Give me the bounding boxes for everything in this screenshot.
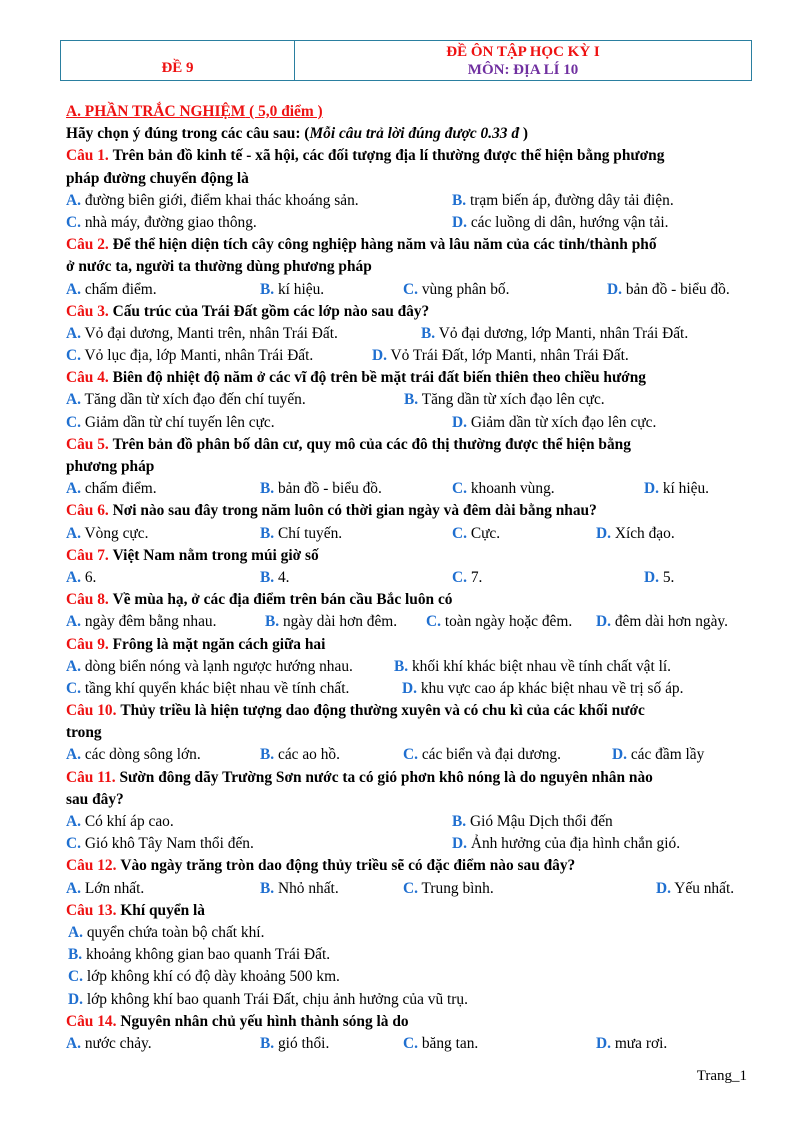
- question-stem: [66, 589, 748, 611]
- question-number: Câu 8.: [66, 591, 109, 609]
- option-letter: D.: [656, 879, 671, 897]
- option-letter: C.: [403, 746, 418, 764]
- option-text: các dòng sông lớn.: [84, 746, 201, 764]
- option-letter: D.: [612, 746, 627, 764]
- option-letter: C.: [452, 524, 467, 542]
- exam-title: ĐỀ ÔN TẬP HỌC KỲ I: [446, 44, 600, 60]
- option-text: chấm điểm.: [84, 480, 157, 498]
- option-letter: B.: [260, 1034, 275, 1052]
- option-text: vùng phân bố.: [421, 280, 510, 298]
- answer-option[interactable]: [403, 744, 561, 766]
- question-text: Frông là mặt ngăn cách giữa hai: [112, 635, 326, 653]
- exam-subject: MÔN: ĐỊA LÍ 10: [467, 62, 579, 78]
- option-text: trạm biến áp, đường dây tải điện.: [469, 191, 674, 209]
- option-text: các ao hồ.: [277, 746, 340, 764]
- option-text: khu vực cao áp khác biệt nhau về trị số áp.: [420, 679, 684, 697]
- option-row: [66, 678, 748, 700]
- question-text: sau đây?: [66, 790, 124, 808]
- answer-option[interactable]: [260, 744, 340, 766]
- option-text: ngày đêm bằng nhau.: [84, 613, 217, 631]
- answer-option[interactable]: [66, 656, 353, 678]
- question-text: pháp đường chuyển động là: [66, 169, 249, 187]
- question-number: Câu 2.: [66, 236, 109, 254]
- option-text: Vòng cực.: [84, 524, 149, 542]
- option-letter: A.: [66, 524, 81, 542]
- question-stem: [66, 367, 748, 389]
- option-text: Gió khô Tây Nam thổi đến.: [84, 835, 254, 853]
- answer-option[interactable]: [66, 212, 257, 234]
- option-letter: C.: [66, 835, 81, 853]
- option-letter: B.: [394, 657, 409, 675]
- option-row: [66, 989, 748, 1011]
- option-text: Vỏ lục địa, lớp Manti, nhân Trái Đất.: [84, 347, 314, 365]
- option-letter: C.: [426, 613, 441, 631]
- option-row: [66, 1033, 748, 1055]
- option-text: 7.: [470, 568, 483, 586]
- answer-option[interactable]: [66, 323, 338, 345]
- option-text: Giảm dần từ xích đạo lên cực.: [470, 413, 657, 431]
- option-row: [66, 389, 748, 411]
- answer-option[interactable]: [66, 744, 201, 766]
- option-text: băng tan.: [421, 1034, 479, 1052]
- answer-option[interactable]: [426, 611, 572, 633]
- question-stem: [66, 145, 748, 167]
- question-stem: [66, 434, 748, 456]
- question-number: Câu 6.: [66, 502, 109, 520]
- question-number: Câu 12.: [66, 857, 117, 875]
- option-letter: B.: [260, 746, 275, 764]
- answer-option[interactable]: [68, 966, 340, 988]
- question-text: Nguyên nhân chủ yếu hình thành sóng là do: [120, 1012, 409, 1030]
- option-text: dòng biển nóng và lạnh ngược hướng nhau.: [84, 657, 353, 675]
- option-text: Chí tuyến.: [277, 524, 343, 542]
- answer-option[interactable]: [452, 811, 613, 833]
- option-text: khối khí khác biệt nhau về tính chất vật lí.: [411, 657, 671, 675]
- question-stem: [66, 256, 748, 278]
- option-letter: B.: [421, 324, 436, 342]
- question-text: trong: [66, 724, 102, 742]
- question-stem: [66, 722, 748, 744]
- section-heading: [66, 101, 748, 123]
- answer-option[interactable]: [265, 611, 397, 633]
- option-letter: D.: [402, 679, 417, 697]
- option-text: 6.: [84, 568, 97, 586]
- option-text: khoanh vùng.: [470, 480, 555, 498]
- option-text: 5.: [662, 568, 675, 586]
- question-stem: [66, 767, 748, 789]
- question-list: [66, 145, 748, 1055]
- option-letter: A.: [66, 1034, 81, 1052]
- answer-option[interactable]: [452, 833, 680, 855]
- question-text: Vào ngày trăng tròn dao động thủy triều sẽ có đặc điểm nào sau đây?: [120, 857, 576, 875]
- option-letter: B.: [452, 813, 467, 830]
- option-text: Trung bình.: [421, 879, 494, 897]
- answer-option[interactable]: [260, 279, 324, 301]
- answer-option[interactable]: [66, 279, 157, 301]
- option-letter: D.: [452, 213, 467, 231]
- exam-code-cell: [61, 41, 295, 80]
- question-stem: [66, 168, 748, 190]
- answer-option[interactable]: [452, 567, 482, 589]
- question-stem: [66, 900, 748, 922]
- option-letter: C.: [403, 1034, 418, 1052]
- answer-option[interactable]: [68, 922, 264, 944]
- option-text: toàn ngày hoặc đêm.: [444, 613, 573, 631]
- option-letter: C.: [66, 679, 81, 697]
- answer-option[interactable]: [402, 678, 683, 700]
- option-letter: A.: [66, 813, 81, 830]
- option-letter: A.: [66, 480, 81, 498]
- answer-option[interactable]: [66, 345, 313, 367]
- question-stem: [66, 634, 748, 656]
- answer-option[interactable]: [68, 989, 468, 1011]
- option-text: các biển và đại dương.: [421, 746, 561, 764]
- question-stem: [66, 545, 748, 567]
- option-letter: D.: [452, 413, 467, 431]
- answer-option[interactable]: [66, 611, 216, 633]
- question-text: Về mùa hạ, ở các địa điểm trên bán cầu Bắc luôn có: [112, 591, 453, 609]
- option-text: Tăng dần từ xích đạo đến chí tuyến.: [84, 391, 306, 409]
- question-text: Khí quyển là: [120, 901, 206, 919]
- option-text: các luồng di dân, hướng vận tải.: [470, 213, 669, 231]
- option-letter: B.: [260, 280, 275, 298]
- option-letter: A.: [66, 568, 81, 586]
- question-number: Câu 9.: [66, 635, 109, 653]
- option-row: [66, 966, 748, 988]
- answer-option[interactable]: [403, 1033, 478, 1055]
- answer-option[interactable]: [372, 345, 629, 367]
- option-letter: D.: [644, 480, 659, 498]
- exam-header: [60, 40, 752, 81]
- option-row: [66, 656, 748, 678]
- answer-option[interactable]: [66, 678, 349, 700]
- option-letter: C.: [452, 568, 467, 586]
- option-text: Vỏ đại dương, Manti trên, nhân Trái Đất.: [84, 324, 338, 342]
- option-letter: B.: [260, 480, 275, 498]
- answer-option[interactable]: [644, 478, 709, 500]
- option-letter: A.: [66, 324, 81, 342]
- option-text: Vỏ Trái Đất, lớp Manti, nhân Trái Đất.: [390, 347, 629, 365]
- option-letter: A.: [66, 879, 81, 897]
- answer-option[interactable]: [260, 878, 339, 900]
- option-row: [66, 833, 748, 855]
- answer-option[interactable]: [260, 567, 290, 589]
- question-text: Cấu trúc của Trái Đất gồm các lớp nào sau đây?: [112, 302, 430, 320]
- option-text: Gió Mậu Dịch thổi đến: [469, 813, 613, 830]
- option-row: [66, 523, 748, 545]
- option-text: lớp không khí có độ dày khoảng 500 km.: [86, 968, 340, 986]
- question-number: Câu 10.: [66, 702, 117, 720]
- option-text: Yếu nhất.: [674, 879, 735, 897]
- option-text: bản đồ - biểu đồ.: [625, 280, 730, 298]
- question-stem: [66, 789, 748, 811]
- question-number: Câu 4.: [66, 369, 109, 387]
- answer-option[interactable]: [66, 523, 148, 545]
- answer-option[interactable]: [66, 833, 254, 855]
- option-row: [66, 412, 748, 434]
- answer-option[interactable]: [66, 811, 174, 833]
- option-letter: B.: [260, 524, 275, 542]
- option-letter: B.: [260, 879, 275, 897]
- question-text: Biên độ nhiệt độ năm ở các vĩ độ trên bề mặt trái đất biến thiên theo chiều hướng: [112, 369, 646, 387]
- option-row: [66, 190, 748, 212]
- option-text: quyển chứa toàn bộ chất khí.: [86, 923, 265, 941]
- question-stem: [66, 855, 748, 877]
- option-row: [66, 922, 748, 944]
- option-letter: D.: [596, 524, 611, 542]
- option-letter: D.: [68, 990, 83, 1008]
- answer-option[interactable]: [260, 523, 342, 545]
- question-stem: [66, 1011, 748, 1033]
- question-text: Thủy triều là hiện tượng dao động thường xuyên và có chu kì của các khối nước: [120, 702, 645, 720]
- option-text: đêm dài hơn ngày.: [614, 613, 728, 631]
- answer-option[interactable]: [66, 878, 144, 900]
- option-text: Nhỏ nhất.: [277, 879, 339, 897]
- option-letter: A.: [66, 746, 81, 764]
- answer-option[interactable]: [404, 389, 605, 411]
- option-letter: C.: [66, 213, 81, 231]
- option-letter: D.: [596, 613, 611, 631]
- option-letter: B.: [452, 191, 467, 209]
- option-letter: A.: [66, 191, 81, 209]
- option-letter: D.: [607, 280, 622, 298]
- option-text: Vỏ đại dương, lớp Manti, nhân Trái Đất.: [438, 324, 689, 342]
- exam-content: [66, 101, 748, 1055]
- option-letter: A.: [66, 391, 81, 409]
- answer-option[interactable]: [644, 567, 674, 589]
- question-stem: [66, 234, 748, 256]
- option-row: [66, 744, 748, 766]
- question-text: Việt Nam nằm trong múi giờ số: [112, 546, 319, 564]
- option-text: ngày dài hơn đêm.: [282, 613, 398, 631]
- question-number: Câu 1.: [66, 147, 109, 165]
- option-letter: C.: [66, 413, 81, 431]
- option-text: Ảnh hưởng của địa hình chắn gió.: [470, 835, 681, 853]
- question-text: Trên bản đồ phân bố dân cư, quy mô của các đô thị thường được thể hiện bằng: [112, 435, 631, 453]
- option-text: Tăng dần từ xích đạo lên cực.: [421, 391, 605, 409]
- option-text: Giảm dần từ chí tuyến lên cực.: [84, 413, 275, 431]
- answer-option[interactable]: [403, 279, 509, 301]
- page-number: Trang_1: [696, 1068, 747, 1084]
- option-letter: A.: [66, 613, 81, 631]
- option-letter: C.: [403, 280, 418, 298]
- answer-option[interactable]: [656, 878, 734, 900]
- option-text: 4.: [277, 568, 290, 586]
- option-text: đường biên giới, điểm khai thác khoáng sản.: [84, 191, 359, 209]
- question-stem: [66, 301, 748, 323]
- option-text: nước chảy.: [84, 1034, 152, 1052]
- question-number: Câu 11.: [66, 768, 116, 786]
- answer-option[interactable]: [66, 389, 306, 411]
- option-row: [66, 567, 748, 589]
- answer-option[interactable]: [596, 1033, 667, 1055]
- answer-option[interactable]: [421, 323, 688, 345]
- question-text: Sườn đông dãy Trường Sơn nước ta có gió phơn khô nóng là do nguyên nhân nào: [119, 768, 653, 786]
- section-instruction: Hãy chọn ý đúng trong các câu sau: (Mỗi câu trả lời đúng được 0.33 đ ): [66, 125, 529, 143]
- answer-option[interactable]: [452, 412, 656, 434]
- option-row: [66, 478, 748, 500]
- option-text: chấm điểm.: [84, 280, 157, 298]
- option-text: các đầm lầy: [630, 746, 705, 764]
- option-letter: D.: [452, 835, 467, 853]
- option-letter: B.: [68, 946, 83, 964]
- question-number: Câu 13.: [66, 901, 117, 919]
- question-number: Câu 7.: [66, 546, 109, 564]
- answer-option[interactable]: [66, 567, 96, 589]
- option-text: gió thổi.: [277, 1034, 330, 1052]
- question-number: Câu 14.: [66, 1012, 117, 1030]
- question-stem: [66, 700, 748, 722]
- option-letter: C.: [452, 480, 467, 498]
- answer-option[interactable]: [394, 656, 671, 678]
- option-text: nhà máy, đường giao thông.: [84, 213, 257, 231]
- question-text: Trên bản đồ kinh tế - xã hội, các đối tượng địa lí thường được thể hiện bằng phương: [112, 147, 665, 165]
- option-text: kí hiệu.: [277, 280, 325, 298]
- option-row: [66, 212, 748, 234]
- answer-option[interactable]: [403, 878, 494, 900]
- question-number: Câu 5.: [66, 435, 109, 453]
- answer-option[interactable]: [596, 611, 728, 633]
- option-text: tầng khí quyển khác biệt nhau về tính chất.: [84, 679, 350, 697]
- option-row: [66, 611, 748, 633]
- answer-option[interactable]: [452, 478, 555, 500]
- option-letter: D.: [644, 568, 659, 586]
- option-letter: A.: [66, 280, 81, 298]
- exam-code: ĐỀ 9: [161, 60, 194, 76]
- option-letter: A.: [66, 657, 81, 675]
- answer-option[interactable]: [452, 523, 500, 545]
- option-text: Cực.: [470, 524, 501, 542]
- option-row: [66, 323, 748, 345]
- exam-title-cell: [295, 41, 751, 80]
- option-row: [66, 811, 748, 833]
- answer-option[interactable]: [68, 944, 330, 966]
- option-letter: C.: [403, 879, 418, 897]
- answer-option[interactable]: [260, 478, 382, 500]
- section-title: A. PHẦN TRẮC NGHIỆM ( 5,0 điểm ): [66, 103, 323, 120]
- question-stem: [66, 500, 748, 522]
- option-row: [66, 944, 748, 966]
- answer-option[interactable]: [452, 190, 674, 212]
- option-text: khoảng không gian bao quanh Trái Đất.: [85, 946, 331, 964]
- option-letter: D.: [596, 1034, 611, 1052]
- answer-option[interactable]: [66, 478, 157, 500]
- option-letter: C.: [68, 968, 83, 986]
- answer-option[interactable]: [452, 212, 669, 234]
- option-text: mưa rơi.: [614, 1034, 668, 1052]
- question-stem: [66, 456, 748, 478]
- answer-option[interactable]: [260, 1033, 329, 1055]
- option-text: lớp không khí bao quanh Trái Đất, chịu ảnh hưởng của vũ trụ.: [86, 990, 468, 1008]
- answer-option[interactable]: [607, 279, 730, 301]
- answer-option[interactable]: [66, 190, 359, 212]
- option-row: [66, 878, 748, 900]
- question-number: Câu 3.: [66, 302, 109, 320]
- option-letter: B.: [265, 613, 280, 631]
- option-letter: B.: [404, 391, 419, 409]
- option-letter: D.: [372, 347, 387, 365]
- option-text: kí hiệu.: [662, 480, 709, 498]
- option-text: Xích đạo.: [614, 524, 675, 542]
- question-text: phương pháp: [66, 458, 155, 475]
- option-letter: B.: [260, 568, 275, 586]
- answer-option[interactable]: [612, 744, 704, 766]
- option-text: Có khí áp cao.: [84, 813, 174, 830]
- option-row: [66, 345, 748, 367]
- question-text: Nơi nào sau đây trong năm luôn có thời gian ngày và đêm dài bằng nhau?: [112, 502, 597, 520]
- option-letter: C.: [66, 347, 81, 365]
- answer-option[interactable]: [66, 412, 275, 434]
- option-text: bản đồ - biểu đồ.: [277, 480, 382, 498]
- answer-option[interactable]: [596, 523, 675, 545]
- question-text: Để thể hiện diện tích cây công nghiệp hàng năm và lâu năm của các tỉnh/thành phố: [112, 236, 657, 254]
- question-text: ở nước ta, người ta thường dùng phương pháp: [66, 258, 372, 276]
- answer-option[interactable]: [66, 1033, 152, 1055]
- option-row: [66, 279, 748, 301]
- option-letter: A.: [68, 923, 83, 941]
- option-text: Lớn nhất.: [84, 879, 145, 897]
